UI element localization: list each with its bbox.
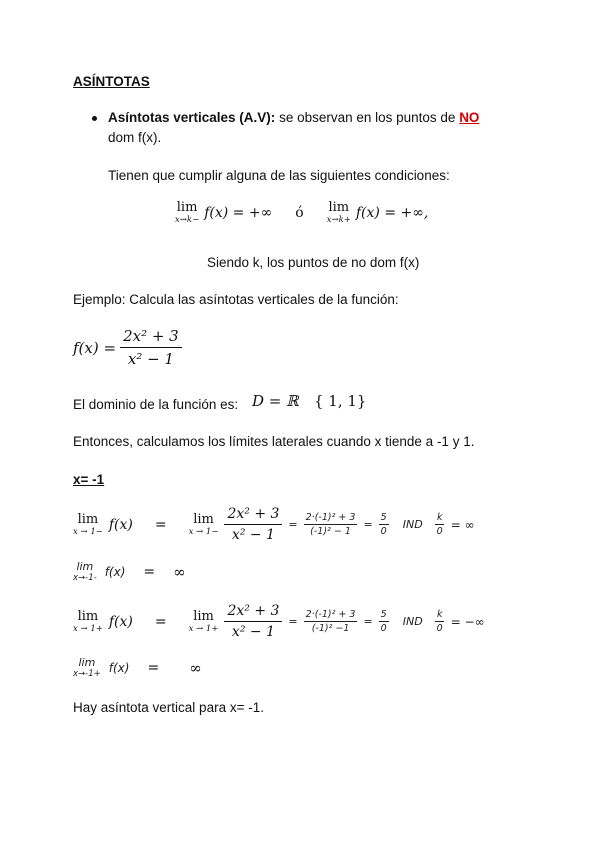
result-right-row xyxy=(73,656,202,679)
limit-right-k-zero: $\frac{k}{0}$ xyxy=(436,609,443,634)
bullet-label: Asíntotas verticales (A.V): xyxy=(108,110,276,125)
limit-right-lim2: lim x → 1+ xyxy=(188,609,219,634)
bullet-text-cont: dom f(x). xyxy=(108,130,162,145)
bullet-dot xyxy=(92,116,97,121)
condition-expr-2: f(x) = +∞, xyxy=(355,204,429,221)
limit-left-five-zero: $\frac{5}{0}$ xyxy=(380,512,387,537)
function-fraction xyxy=(120,327,182,368)
result-right-eq: = xyxy=(147,659,160,676)
conditions-intro-text: Tienen que cumplir alguna de las siguientes condiciones: xyxy=(108,168,450,183)
function-lhs: f(x) = xyxy=(73,338,117,357)
ejemplo-text: Ejemplo: Calcula las asíntotas verticales de la función: xyxy=(73,292,399,307)
limit-left-hand-fraction: $\frac{\text{2·(-1)² + 3}}{\text{(-1)² − 1}}$ xyxy=(305,512,356,537)
result-left-lim: lim x→-1- xyxy=(73,560,97,583)
function-formula xyxy=(73,327,182,368)
limit-right-fx: f(x) xyxy=(108,613,133,630)
highlight-no: NO xyxy=(459,110,480,125)
conclusion-text: Hay asíntota vertical para x= -1. xyxy=(73,700,264,715)
connector-o: ó xyxy=(295,204,304,221)
page-title: ASÍNTOTAS xyxy=(73,74,150,89)
limit-right-hand-eq2: = xyxy=(363,615,373,628)
limit-left-fraction: $\frac{\text{2x² + 3}}{\text{x² − 1}}$ xyxy=(224,506,282,543)
limit-left-row xyxy=(73,506,475,543)
limit-left-result: = ∞ xyxy=(450,517,475,532)
result-left-eq: = xyxy=(143,563,156,580)
result-right-lim: lim x→-1+ xyxy=(73,656,101,679)
limit-left-lim2: lim x → 1− xyxy=(188,512,219,537)
entonces-text: Entonces, calculamos los límites laterales cuando x tiende a -1 y 1. xyxy=(73,434,475,449)
limit-right-ind: IND xyxy=(402,615,423,628)
limit-right-hand-eq: = xyxy=(288,615,298,628)
limit-left-fx: f(x) xyxy=(108,516,133,533)
dominio-text: El dominio de la función es: xyxy=(73,397,239,412)
limit-left-k-zero: $\frac{k}{0}$ xyxy=(436,512,443,537)
dominio-set: { 1, 1} xyxy=(314,392,367,410)
conditions-formula xyxy=(175,200,428,225)
limit-right-result: = −∞ xyxy=(450,614,485,629)
limit-right-fraction: $\frac{\text{2x² + 3}}{\text{x² − 1}}$ xyxy=(224,603,282,640)
limit-left-ind: IND xyxy=(402,518,423,531)
result-right-value: ∞ xyxy=(189,658,202,677)
result-left-fx: f(x) xyxy=(104,564,126,579)
bullet-line xyxy=(108,110,479,125)
result-left-row xyxy=(73,560,186,583)
function-denominator: x² − 1 xyxy=(127,350,174,368)
limit-left-eq: = xyxy=(154,516,167,533)
case-heading: x= -1 xyxy=(73,472,105,487)
siendo-text: Siendo k, los puntos de no dom f(x) xyxy=(207,255,420,270)
limit-left-hand-eq2: = xyxy=(363,518,373,531)
limit-right-eq: = xyxy=(154,613,167,630)
limit-right-five-zero: $\frac{5}{0}$ xyxy=(380,609,387,634)
dominio-expr: D = ℝ xyxy=(252,392,299,410)
condition-expr-1: f(x) = +∞ xyxy=(204,204,273,221)
limit-right-hand-fraction: $\frac{\text{2·(-1)² + 3}}{\text{(-1)² −1}}$ xyxy=(305,609,356,634)
limit-right-row xyxy=(73,603,485,640)
limit-block-1: lim x→k− xyxy=(175,200,200,225)
limit-left-hand-eq: = xyxy=(288,518,298,531)
limit-right-lim: lim x → 1+ xyxy=(73,609,103,634)
limit-left-lim: lim x → 1− xyxy=(73,512,103,537)
function-numerator: 2x² + 3 xyxy=(120,327,182,348)
bullet-text: se observan en los puntos de xyxy=(275,110,460,125)
result-left-value: ∞ xyxy=(173,562,186,581)
result-right-fx: f(x) xyxy=(108,660,130,675)
limit-block-2: lim x→k+ xyxy=(326,200,351,225)
